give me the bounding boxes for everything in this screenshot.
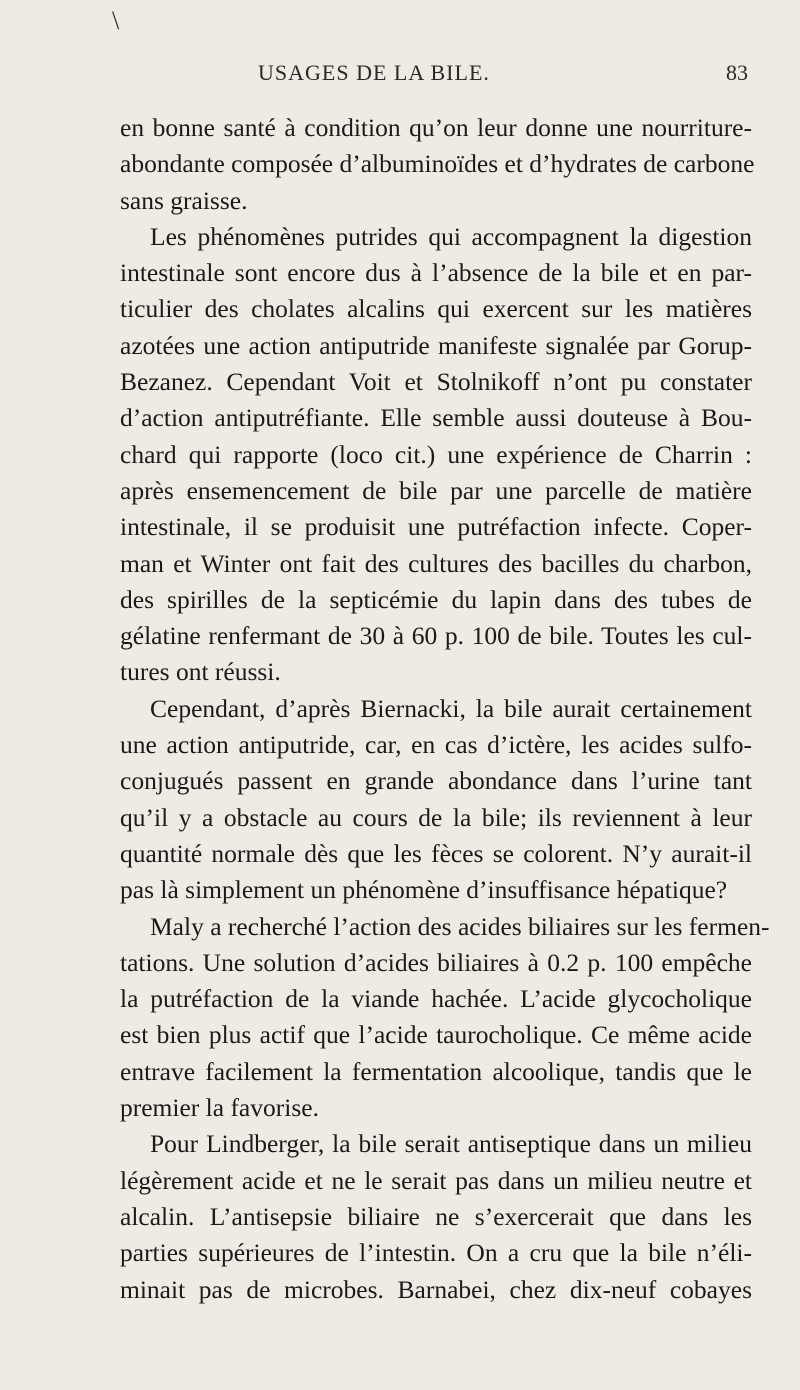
text-line: Cependant, d’après Biernacki, la bile aurait certainement xyxy=(150,693,752,723)
text-line: tures ont réussi. xyxy=(120,657,281,687)
text-line: est bien plus actif que l’acide taurocholique. Ce même acide xyxy=(120,1020,752,1050)
text-line: après ensemencement de bile par une parcelle de matière xyxy=(120,475,752,505)
text-line: une action antiputride, car, en cas d’ictère, les acides sulfo- xyxy=(120,730,752,760)
text-line: alcalin. L’antisepsie biliaire ne s’exercerait que dans les xyxy=(120,1201,752,1231)
text-line: Maly a recherché l’action des acides biliaires sur les fermen- xyxy=(150,911,770,941)
text-line: entrave facilement la fermentation alcoolique, tandis que le xyxy=(120,1056,752,1086)
text-line: parties supérieures de l’intestin. On a cru que la bile n’éli- xyxy=(120,1238,752,1268)
text-line: Les phénomènes putrides qui accompagnent la digestion xyxy=(150,221,752,251)
text-line: abondante composée d’albuminoïdes et d’hydrates de carbone xyxy=(120,149,755,179)
text-line: sans graisse. xyxy=(120,185,248,215)
text-line: pas là simplement un phénomène d’insuffisance hépatique? xyxy=(120,875,728,905)
text-line: intestinale, il se produisit une putréfaction infecte. Coper- xyxy=(120,512,752,542)
text-line: man et Winter ont fait des cultures des bacilles du charbon, xyxy=(120,548,752,578)
running-title: USAGES DE LA BILE. xyxy=(258,60,490,85)
text-line: gélatine renfermant de 30 à 60 p. 100 de bile. Toutes les cul- xyxy=(120,621,752,651)
text-line: Bezanez. Cependant Voit et Stolnikoff n’ont pu constater xyxy=(120,367,752,397)
margin-mark: \ xyxy=(112,6,120,35)
text-line: ticulier des cholates alcalins qui exercent sur les matières xyxy=(120,294,752,324)
text-line: qu’il y a obstacle au cours de la bile; ils reviennent à leur xyxy=(120,802,752,832)
text-line: en bonne santé à condition qu’on leur donne une nourriture- xyxy=(120,113,752,142)
text-line: azotées une action antiputride manifeste signalée par Gorup- xyxy=(120,330,752,360)
text-line: des spirilles de la septicémie du lapin dans des tubes de xyxy=(120,584,752,614)
text-line: Pour Lindberger, la bile serait antiseptique dans un milieu xyxy=(150,1129,752,1159)
text-line: conjugués passent en grande abondance dans l’urine tant xyxy=(120,766,752,796)
text-line: quantité normale dès que les fèces se colorent. N’y aurait-il xyxy=(120,838,752,868)
body-text xyxy=(120,110,770,1308)
text-line: chard qui rapporte (loco cit.) une expérience de Charrin : xyxy=(120,439,752,469)
text-line: légèrement acide et ne le serait pas dans un milieu neutre et xyxy=(120,1165,752,1195)
text-line: intestinale sont encore dus à l’absence de la bile et en par- xyxy=(120,258,752,288)
text-line: premier la favorise. xyxy=(120,1093,319,1123)
text-line: d’action antiputréfiante. Elle semble aussi douteuse à Bou- xyxy=(120,403,752,433)
text-line: minait pas de microbes. Barnabei, chez dix-neuf cobayes xyxy=(120,1274,752,1304)
text-line: la putréfaction de la viande hachée. L’acide glycocholique xyxy=(120,984,752,1014)
text-line: tations. Une solution d’acides biliaires à 0.2 p. 100 empêche xyxy=(120,947,752,977)
page-number: 83 xyxy=(726,60,748,85)
